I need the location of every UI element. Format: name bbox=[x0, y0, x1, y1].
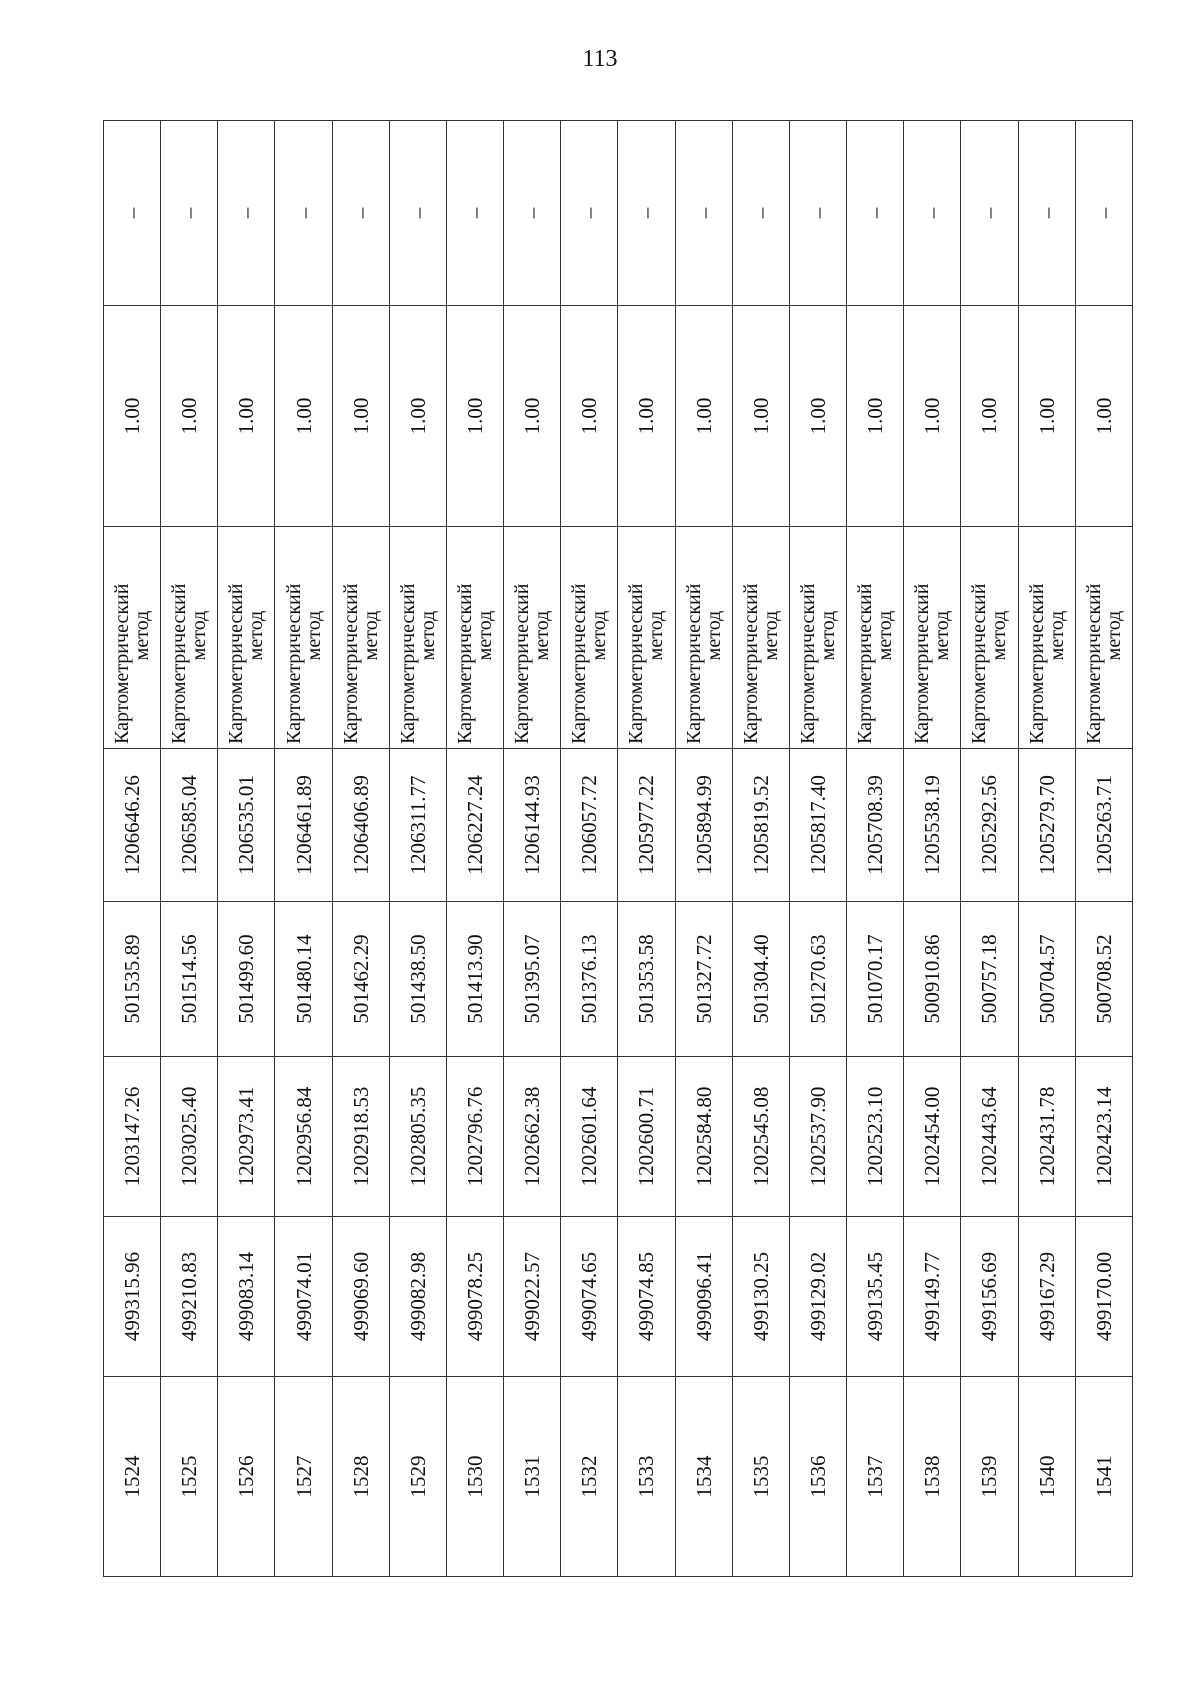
cell-point-number: 1539 bbox=[961, 1377, 1018, 1577]
method-line-2: метод bbox=[474, 610, 497, 661]
table-row bbox=[904, 121, 961, 1577]
cell-x-coordinate: 499315.96 bbox=[104, 1217, 161, 1377]
method-line-2: метод bbox=[702, 610, 725, 661]
cell-note: – bbox=[1018, 121, 1075, 306]
cell-x-coordinate: 499069.60 bbox=[332, 1217, 389, 1377]
cell-method bbox=[161, 527, 218, 749]
cell-y-coordinate-2: 1206535.01 bbox=[218, 749, 275, 902]
cell-accuracy: 1.00 bbox=[446, 306, 503, 527]
cell-accuracy: 1.00 bbox=[504, 306, 561, 527]
table-row bbox=[618, 121, 675, 1577]
cell-accuracy: 1.00 bbox=[1075, 306, 1132, 527]
method-line-2: метод bbox=[645, 610, 668, 661]
cell-accuracy: 1.00 bbox=[332, 306, 389, 527]
cell-y-coordinate: 1202454.00 bbox=[904, 1057, 961, 1217]
table-row bbox=[1018, 121, 1075, 1577]
table-row bbox=[332, 121, 389, 1577]
cell-point-number: 1527 bbox=[275, 1377, 332, 1577]
cell-note: – bbox=[847, 121, 904, 306]
cell-method bbox=[104, 527, 161, 749]
method-line-1: Картометрический bbox=[796, 583, 819, 744]
table-row bbox=[732, 121, 789, 1577]
cell-point-number: 1524 bbox=[104, 1377, 161, 1577]
cell-x-coordinate: 499130.25 bbox=[732, 1217, 789, 1377]
method-line-1: Картометрический bbox=[968, 583, 991, 744]
cell-method bbox=[446, 527, 503, 749]
table-body bbox=[104, 121, 1133, 1577]
cell-y-coordinate-2: 1206646.26 bbox=[104, 749, 161, 902]
cell-y-coordinate: 1202662.38 bbox=[504, 1057, 561, 1217]
cell-point-number: 1529 bbox=[389, 1377, 446, 1577]
cell-note: – bbox=[275, 121, 332, 306]
cell-accuracy: 1.00 bbox=[789, 306, 846, 527]
cell-y-coordinate-2: 1206144.93 bbox=[504, 749, 561, 902]
method-line-1: Картометрический bbox=[511, 583, 534, 744]
cell-y-coordinate-2: 1205292.56 bbox=[961, 749, 1018, 902]
method-line-1: Картометрический bbox=[454, 583, 477, 744]
coordinates-table bbox=[103, 120, 1133, 1577]
cell-method bbox=[618, 527, 675, 749]
cell-note: – bbox=[389, 121, 446, 306]
cell-note: – bbox=[904, 121, 961, 306]
cell-x-coordinate-2: 501462.29 bbox=[332, 902, 389, 1057]
method-line-2: метод bbox=[416, 610, 439, 661]
cell-y-coordinate: 1202600.71 bbox=[618, 1057, 675, 1217]
cell-y-coordinate: 1202956.84 bbox=[275, 1057, 332, 1217]
cell-x-coordinate-2: 501353.58 bbox=[618, 902, 675, 1057]
method-line-1: Картометрический bbox=[225, 583, 248, 744]
cell-method bbox=[961, 527, 1018, 749]
cell-accuracy: 1.00 bbox=[732, 306, 789, 527]
cell-point-number: 1530 bbox=[446, 1377, 503, 1577]
cell-x-coordinate-2: 501376.13 bbox=[561, 902, 618, 1057]
cell-point-number: 1533 bbox=[618, 1377, 675, 1577]
table-row bbox=[389, 121, 446, 1577]
cell-y-coordinate: 1202545.08 bbox=[732, 1057, 789, 1217]
cell-y-coordinate-2: 1205279.70 bbox=[1018, 749, 1075, 902]
cell-x-coordinate-2: 500757.18 bbox=[961, 902, 1018, 1057]
cell-x-coordinate: 499167.29 bbox=[1018, 1217, 1075, 1377]
cell-point-number: 1536 bbox=[789, 1377, 846, 1577]
cell-y-coordinate-2: 1205819.52 bbox=[732, 749, 789, 902]
method-line-2: метод bbox=[359, 610, 382, 661]
table-row bbox=[161, 121, 218, 1577]
cell-point-number: 1528 bbox=[332, 1377, 389, 1577]
cell-x-coordinate-2: 501535.89 bbox=[104, 902, 161, 1057]
cell-y-coordinate-2: 1205977.22 bbox=[618, 749, 675, 902]
cell-point-number: 1534 bbox=[675, 1377, 732, 1577]
cell-y-coordinate-2: 1206227.24 bbox=[446, 749, 503, 902]
cell-accuracy: 1.00 bbox=[275, 306, 332, 527]
cell-note: – bbox=[961, 121, 1018, 306]
cell-accuracy: 1.00 bbox=[618, 306, 675, 527]
method-line-2: метод bbox=[302, 610, 325, 661]
cell-y-coordinate-2: 1206057.72 bbox=[561, 749, 618, 902]
method-line-2: метод bbox=[1102, 610, 1125, 661]
cell-y-coordinate-2: 1205538.19 bbox=[904, 749, 961, 902]
cell-y-coordinate: 1202423.14 bbox=[1075, 1057, 1132, 1217]
method-line-2: метод bbox=[131, 610, 154, 661]
cell-method bbox=[904, 527, 961, 749]
cell-method bbox=[789, 527, 846, 749]
cell-x-coordinate-2: 501499.60 bbox=[218, 902, 275, 1057]
cell-accuracy: 1.00 bbox=[161, 306, 218, 527]
cell-note: – bbox=[561, 121, 618, 306]
cell-x-coordinate: 499082.98 bbox=[389, 1217, 446, 1377]
coordinates-table-wrapper bbox=[103, 121, 1133, 1577]
cell-method bbox=[561, 527, 618, 749]
cell-method bbox=[732, 527, 789, 749]
cell-accuracy: 1.00 bbox=[675, 306, 732, 527]
cell-x-coordinate: 499149.77 bbox=[904, 1217, 961, 1377]
cell-y-coordinate-2: 1206585.04 bbox=[161, 749, 218, 902]
cell-x-coordinate-2: 501270.63 bbox=[789, 902, 846, 1057]
table-row bbox=[1075, 121, 1132, 1577]
cell-y-coordinate: 1202796.76 bbox=[446, 1057, 503, 1217]
cell-x-coordinate-2: 500708.52 bbox=[1075, 902, 1132, 1057]
cell-y-coordinate: 1202584.80 bbox=[675, 1057, 732, 1217]
cell-accuracy: 1.00 bbox=[218, 306, 275, 527]
cell-y-coordinate: 1202431.78 bbox=[1018, 1057, 1075, 1217]
table-row bbox=[504, 121, 561, 1577]
cell-x-coordinate: 499210.83 bbox=[161, 1217, 218, 1377]
table-row bbox=[961, 121, 1018, 1577]
cell-note: – bbox=[104, 121, 161, 306]
cell-x-coordinate: 499074.85 bbox=[618, 1217, 675, 1377]
cell-point-number: 1525 bbox=[161, 1377, 218, 1577]
cell-y-coordinate: 1203147.26 bbox=[104, 1057, 161, 1217]
cell-x-coordinate: 499022.57 bbox=[504, 1217, 561, 1377]
cell-x-coordinate: 499129.02 bbox=[789, 1217, 846, 1377]
method-line-1: Картометрический bbox=[739, 583, 762, 744]
table-row bbox=[218, 121, 275, 1577]
cell-y-coordinate: 1202537.90 bbox=[789, 1057, 846, 1217]
method-line-1: Картометрический bbox=[339, 583, 362, 744]
method-line-1: Картометрический bbox=[168, 583, 191, 744]
cell-point-number: 1540 bbox=[1018, 1377, 1075, 1577]
page-number: 113 bbox=[582, 46, 618, 72]
cell-method bbox=[847, 527, 904, 749]
table-row bbox=[275, 121, 332, 1577]
cell-x-coordinate-2: 501395.07 bbox=[504, 902, 561, 1057]
method-line-1: Картометрический bbox=[911, 583, 934, 744]
method-line-2: метод bbox=[531, 610, 554, 661]
cell-y-coordinate-2: 1205817.40 bbox=[789, 749, 846, 902]
cell-x-coordinate-2: 501327.72 bbox=[675, 902, 732, 1057]
cell-x-coordinate-2: 500704.57 bbox=[1018, 902, 1075, 1057]
cell-method bbox=[1075, 527, 1132, 749]
method-line-2: метод bbox=[188, 610, 211, 661]
cell-x-coordinate-2: 501514.56 bbox=[161, 902, 218, 1057]
cell-method bbox=[675, 527, 732, 749]
cell-x-coordinate: 499096.41 bbox=[675, 1217, 732, 1377]
cell-y-coordinate: 1202973.41 bbox=[218, 1057, 275, 1217]
cell-x-coordinate: 499078.25 bbox=[446, 1217, 503, 1377]
cell-y-coordinate: 1202601.64 bbox=[561, 1057, 618, 1217]
cell-point-number: 1541 bbox=[1075, 1377, 1132, 1577]
table-row bbox=[847, 121, 904, 1577]
method-line-2: метод bbox=[874, 610, 897, 661]
cell-point-number: 1537 bbox=[847, 1377, 904, 1577]
method-line-2: метод bbox=[588, 610, 611, 661]
cell-method bbox=[504, 527, 561, 749]
cell-x-coordinate: 499074.01 bbox=[275, 1217, 332, 1377]
cell-note: – bbox=[218, 121, 275, 306]
method-line-1: Картометрический bbox=[282, 583, 305, 744]
method-line-1: Картометрический bbox=[682, 583, 705, 744]
cell-point-number: 1531 bbox=[504, 1377, 561, 1577]
cell-x-coordinate: 499083.14 bbox=[218, 1217, 275, 1377]
method-line-1: Картометрический bbox=[111, 583, 134, 744]
cell-method bbox=[389, 527, 446, 749]
cell-accuracy: 1.00 bbox=[1018, 306, 1075, 527]
cell-note: – bbox=[332, 121, 389, 306]
method-line-1: Картометрический bbox=[625, 583, 648, 744]
method-line-1: Картометрический bbox=[1025, 583, 1048, 744]
cell-method bbox=[1018, 527, 1075, 749]
cell-x-coordinate-2: 501480.14 bbox=[275, 902, 332, 1057]
cell-x-coordinate-2: 501304.40 bbox=[732, 902, 789, 1057]
cell-x-coordinate: 499156.69 bbox=[961, 1217, 1018, 1377]
table-row bbox=[675, 121, 732, 1577]
method-line-1: Картометрический bbox=[854, 583, 877, 744]
cell-y-coordinate-2: 1206311.77 bbox=[389, 749, 446, 902]
method-line-2: метод bbox=[1045, 610, 1068, 661]
cell-note: – bbox=[675, 121, 732, 306]
table-row bbox=[104, 121, 161, 1577]
method-line-2: метод bbox=[931, 610, 954, 661]
cell-method bbox=[275, 527, 332, 749]
cell-y-coordinate: 1202523.10 bbox=[847, 1057, 904, 1217]
cell-method bbox=[218, 527, 275, 749]
cell-x-coordinate-2: 501438.50 bbox=[389, 902, 446, 1057]
method-line-1: Картометрический bbox=[1082, 583, 1105, 744]
table-row bbox=[561, 121, 618, 1577]
cell-accuracy: 1.00 bbox=[104, 306, 161, 527]
method-line-2: метод bbox=[245, 610, 268, 661]
cell-x-coordinate-2: 501070.17 bbox=[847, 902, 904, 1057]
cell-note: – bbox=[732, 121, 789, 306]
table-row bbox=[446, 121, 503, 1577]
cell-accuracy: 1.00 bbox=[904, 306, 961, 527]
method-line-2: метод bbox=[988, 610, 1011, 661]
cell-point-number: 1532 bbox=[561, 1377, 618, 1577]
cell-x-coordinate: 499074.65 bbox=[561, 1217, 618, 1377]
cell-y-coordinate: 1202918.53 bbox=[332, 1057, 389, 1217]
cell-y-coordinate-2: 1206406.89 bbox=[332, 749, 389, 902]
cell-accuracy: 1.00 bbox=[847, 306, 904, 527]
cell-y-coordinate-2: 1206461.89 bbox=[275, 749, 332, 902]
cell-accuracy: 1.00 bbox=[389, 306, 446, 527]
cell-point-number: 1526 bbox=[218, 1377, 275, 1577]
cell-x-coordinate-2: 501413.90 bbox=[446, 902, 503, 1057]
method-line-2: метод bbox=[816, 610, 839, 661]
table-row bbox=[789, 121, 846, 1577]
cell-note: – bbox=[618, 121, 675, 306]
cell-x-coordinate-2: 500910.86 bbox=[904, 902, 961, 1057]
cell-y-coordinate: 1203025.40 bbox=[161, 1057, 218, 1217]
cell-y-coordinate-2: 1205263.71 bbox=[1075, 749, 1132, 902]
method-line-1: Картометрический bbox=[568, 583, 591, 744]
cell-note: – bbox=[789, 121, 846, 306]
cell-x-coordinate: 499170.00 bbox=[1075, 1217, 1132, 1377]
cell-method bbox=[332, 527, 389, 749]
method-line-1: Картометрический bbox=[396, 583, 419, 744]
cell-y-coordinate: 1202805.35 bbox=[389, 1057, 446, 1217]
cell-note: – bbox=[504, 121, 561, 306]
cell-note: – bbox=[161, 121, 218, 306]
cell-y-coordinate-2: 1205708.39 bbox=[847, 749, 904, 902]
cell-y-coordinate: 1202443.64 bbox=[961, 1057, 1018, 1217]
cell-accuracy: 1.00 bbox=[561, 306, 618, 527]
method-line-2: метод bbox=[759, 610, 782, 661]
cell-point-number: 1538 bbox=[904, 1377, 961, 1577]
cell-note: – bbox=[446, 121, 503, 306]
cell-accuracy: 1.00 bbox=[961, 306, 1018, 527]
cell-y-coordinate-2: 1205894.99 bbox=[675, 749, 732, 902]
cell-note: – bbox=[1075, 121, 1132, 306]
cell-x-coordinate: 499135.45 bbox=[847, 1217, 904, 1377]
cell-point-number: 1535 bbox=[732, 1377, 789, 1577]
